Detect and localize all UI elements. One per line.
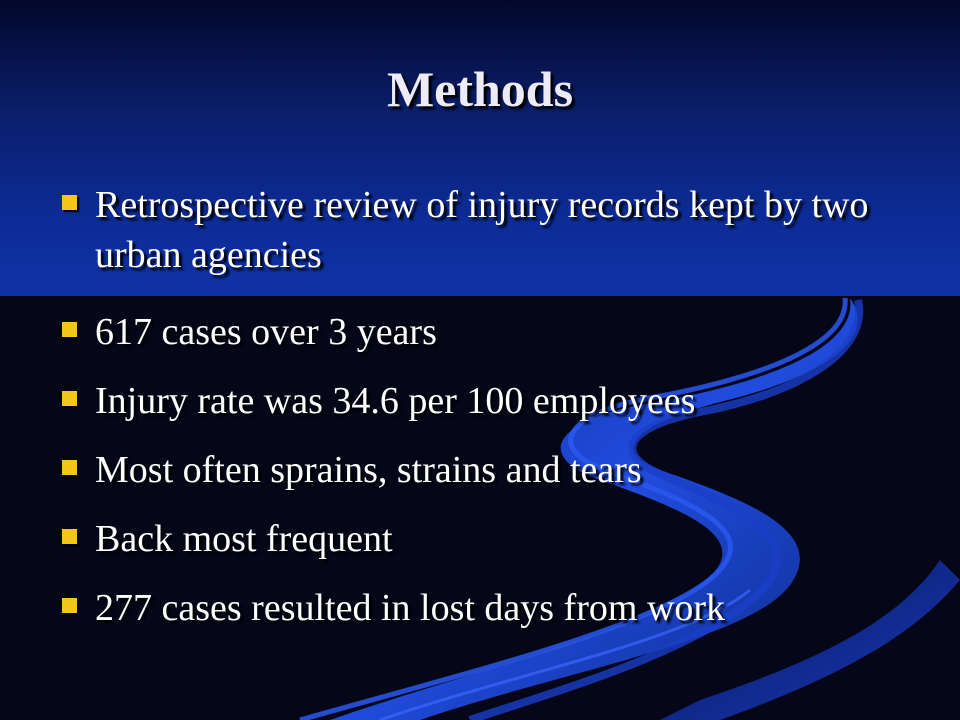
square-bullet-icon (62, 322, 77, 337)
bullet-text: 617 cases over 3 years (95, 311, 437, 353)
square-bullet-icon (62, 460, 77, 475)
bullet-item (62, 376, 922, 426)
bullet-item (62, 514, 922, 564)
bullet-item (62, 307, 922, 357)
bullet-item (62, 180, 922, 280)
bullet-item (62, 445, 922, 495)
bullet-text: 277 cases resulted in lost days from work (95, 587, 726, 629)
bullet-text: Most often sprains, strains and tears (95, 449, 642, 491)
slide-title: Methods (386, 61, 574, 117)
bullet-text: Back most frequent (95, 518, 393, 560)
square-bullet-icon (62, 391, 77, 406)
square-bullet-icon (62, 195, 77, 210)
square-bullet-icon (62, 598, 77, 613)
square-bullet-icon (62, 529, 77, 544)
bullet-text: Retrospective review of injury records kept by two urban agencies (95, 184, 869, 276)
bullet-text: Injury rate was 34.6 per 100 employees (95, 380, 696, 422)
bullet-item (62, 583, 922, 633)
